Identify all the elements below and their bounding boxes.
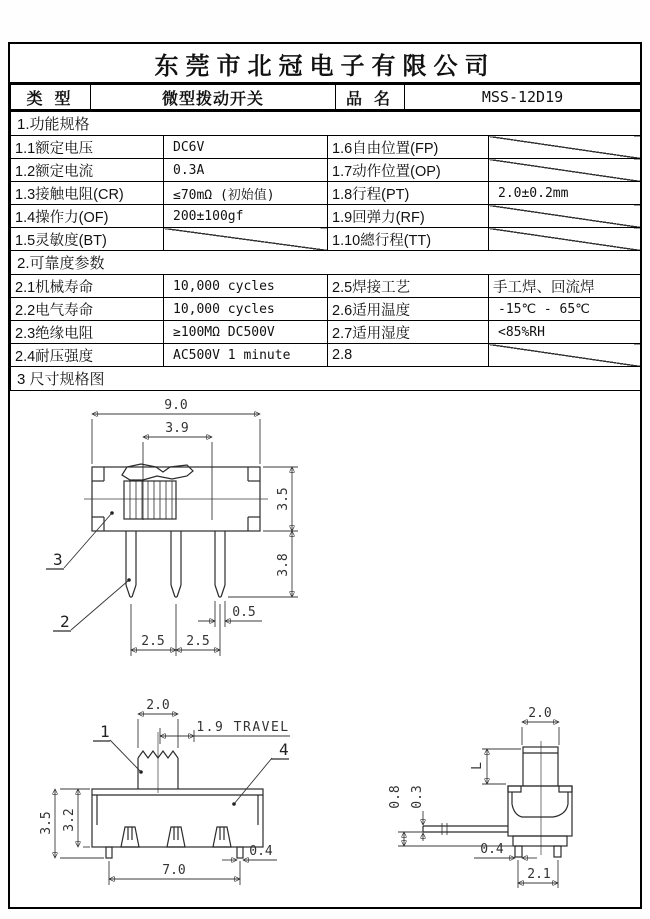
spec-label: 2.5焊接工艺 — [328, 275, 489, 298]
type-value: 微型拨动开关 — [91, 85, 336, 111]
mount-pin-right — [237, 847, 243, 858]
spec-value: 200±100gf — [164, 205, 328, 228]
dim-overall-width: 9.0 — [164, 398, 188, 413]
dim-actuator-width: 2.0 — [146, 698, 170, 713]
terminal-pins — [126, 531, 225, 597]
terminal-feet — [121, 827, 231, 847]
table-row — [11, 344, 641, 367]
spec-label: 2.4耐压强度 — [11, 344, 164, 367]
company-header — [10, 44, 640, 84]
spec-label: 1.8行程(PT) — [328, 182, 489, 205]
table-row — [11, 182, 641, 205]
actuator-top-outline — [122, 464, 193, 480]
section3-title: 3 尺寸规格图 — [11, 367, 641, 391]
document-frame — [8, 42, 642, 909]
dim-slot-width: 3.9 — [165, 421, 189, 436]
part-label-body: 3 — [53, 550, 63, 569]
top-view-drawing — [46, 398, 298, 656]
dim-standoff: 0.8 — [388, 785, 403, 809]
spec-value: 2.0±0.2mm — [489, 182, 641, 205]
spec-label: 1.1额定电压 — [11, 136, 164, 159]
spec-value: 10,000 cycles — [164, 298, 328, 321]
front-view-drawing — [39, 698, 290, 885]
dim-terminal-span: 7.0 — [162, 863, 186, 878]
spec-value: ≤70mΩ (初始值) — [164, 182, 328, 205]
spec-value: 10,000 cycles — [164, 275, 328, 298]
table-row — [11, 136, 641, 159]
dim-travel: 1.9 TRAVEL — [196, 720, 290, 735]
dim-body-height: 3.2 — [62, 808, 77, 832]
spec-value: 手工焊、回流焊 — [489, 275, 641, 298]
section2-title: 2.可靠度参数 — [11, 251, 641, 275]
type-label: 类 型 — [11, 85, 91, 111]
spec-label: 2.2电气寿命 — [11, 298, 164, 321]
spec-label: 2.6适用温度 — [328, 298, 489, 321]
dim-pin-pitch-a: 2.5 — [141, 634, 165, 649]
dim-pin-length: 3.8 — [276, 553, 291, 577]
table-row — [11, 205, 641, 228]
empty-cell-slash — [489, 228, 641, 251]
dim-terminal-thickness: 0.3 — [410, 785, 425, 809]
product-name-label: 品 名 — [336, 85, 405, 111]
dim-pin-width: 0.5 — [232, 605, 256, 620]
part-label-base: 4 — [279, 740, 289, 759]
spec-value: 0.3A — [164, 159, 328, 182]
table-row — [11, 159, 641, 182]
section1-title: 1.功能规格 — [11, 112, 641, 136]
company-name: 东莞市北冠电子有限公司 — [154, 53, 496, 80]
spec-label: 1.6自由位置(FP) — [328, 136, 489, 159]
dim-terminal-width-side: 0.4 — [480, 842, 504, 857]
table-row — [11, 275, 641, 298]
dim-overall-height: 3.5 — [39, 811, 54, 835]
slider-knob-hatch — [124, 481, 176, 519]
dim-body-depth: 3.5 — [276, 487, 291, 511]
spec-label: 2.7适用湿度 — [328, 321, 489, 344]
spec-label: 2.3绝缘电阻 — [11, 321, 164, 344]
spec-label: 1.10總行程(TT) — [328, 228, 489, 251]
spec-value: ≥100MΩ DC500V — [164, 321, 328, 344]
empty-cell-slash — [164, 228, 328, 251]
empty-cell-slash — [489, 344, 641, 367]
dim-pin-pitch-b: 2.5 — [186, 634, 210, 649]
dim-terminal-pitch: 2.1 — [527, 867, 551, 882]
mount-pin-front — [515, 846, 522, 857]
empty-cell-slash — [489, 136, 641, 159]
side-view-drawing — [388, 706, 572, 888]
mount-pin-back — [554, 846, 561, 857]
spec-label: 1.5灵敏度(BT) — [11, 228, 164, 251]
spec-label: 1.9回弹力(RF) — [328, 205, 489, 228]
dim-actuator-width-side: 2.0 — [528, 706, 552, 721]
empty-cell-slash — [489, 205, 641, 228]
side-terminal-pin — [423, 823, 508, 835]
spec-value: -15℃ - 65℃ — [489, 298, 641, 321]
spec-label: 2.1机械寿命 — [11, 275, 164, 298]
spec-label: 2.8 — [328, 344, 489, 367]
spec-value: DC6V — [164, 136, 328, 159]
mount-pin-left — [106, 847, 112, 858]
table-row — [11, 321, 641, 344]
dimension-drawing-svg — [10, 391, 640, 900]
spec-label: 1.7动作位置(OP) — [328, 159, 489, 182]
spec-label: 1.2额定电流 — [11, 159, 164, 182]
spec-table — [10, 111, 641, 391]
table-row — [11, 298, 641, 321]
spec-label: 1.4操作力(OF) — [11, 205, 164, 228]
spec-label: 1.3接触电阻(CR) — [11, 182, 164, 205]
dim-actuator-height: L — [470, 762, 485, 770]
spec-value: AC500V 1 minute — [164, 344, 328, 367]
dim-terminal-width: 0.4 — [249, 844, 273, 859]
switch-body-side-outline — [508, 786, 572, 836]
table-row — [11, 228, 641, 251]
title-table — [10, 84, 641, 111]
spec-value: <85%RH — [489, 321, 641, 344]
dimension-drawing-area — [10, 391, 640, 900]
product-name-value: MSS-12D19 — [405, 85, 641, 111]
part-label-pin: 2 — [60, 612, 70, 631]
empty-cell-slash — [489, 159, 641, 182]
part-label-actuator: 1 — [100, 722, 110, 741]
